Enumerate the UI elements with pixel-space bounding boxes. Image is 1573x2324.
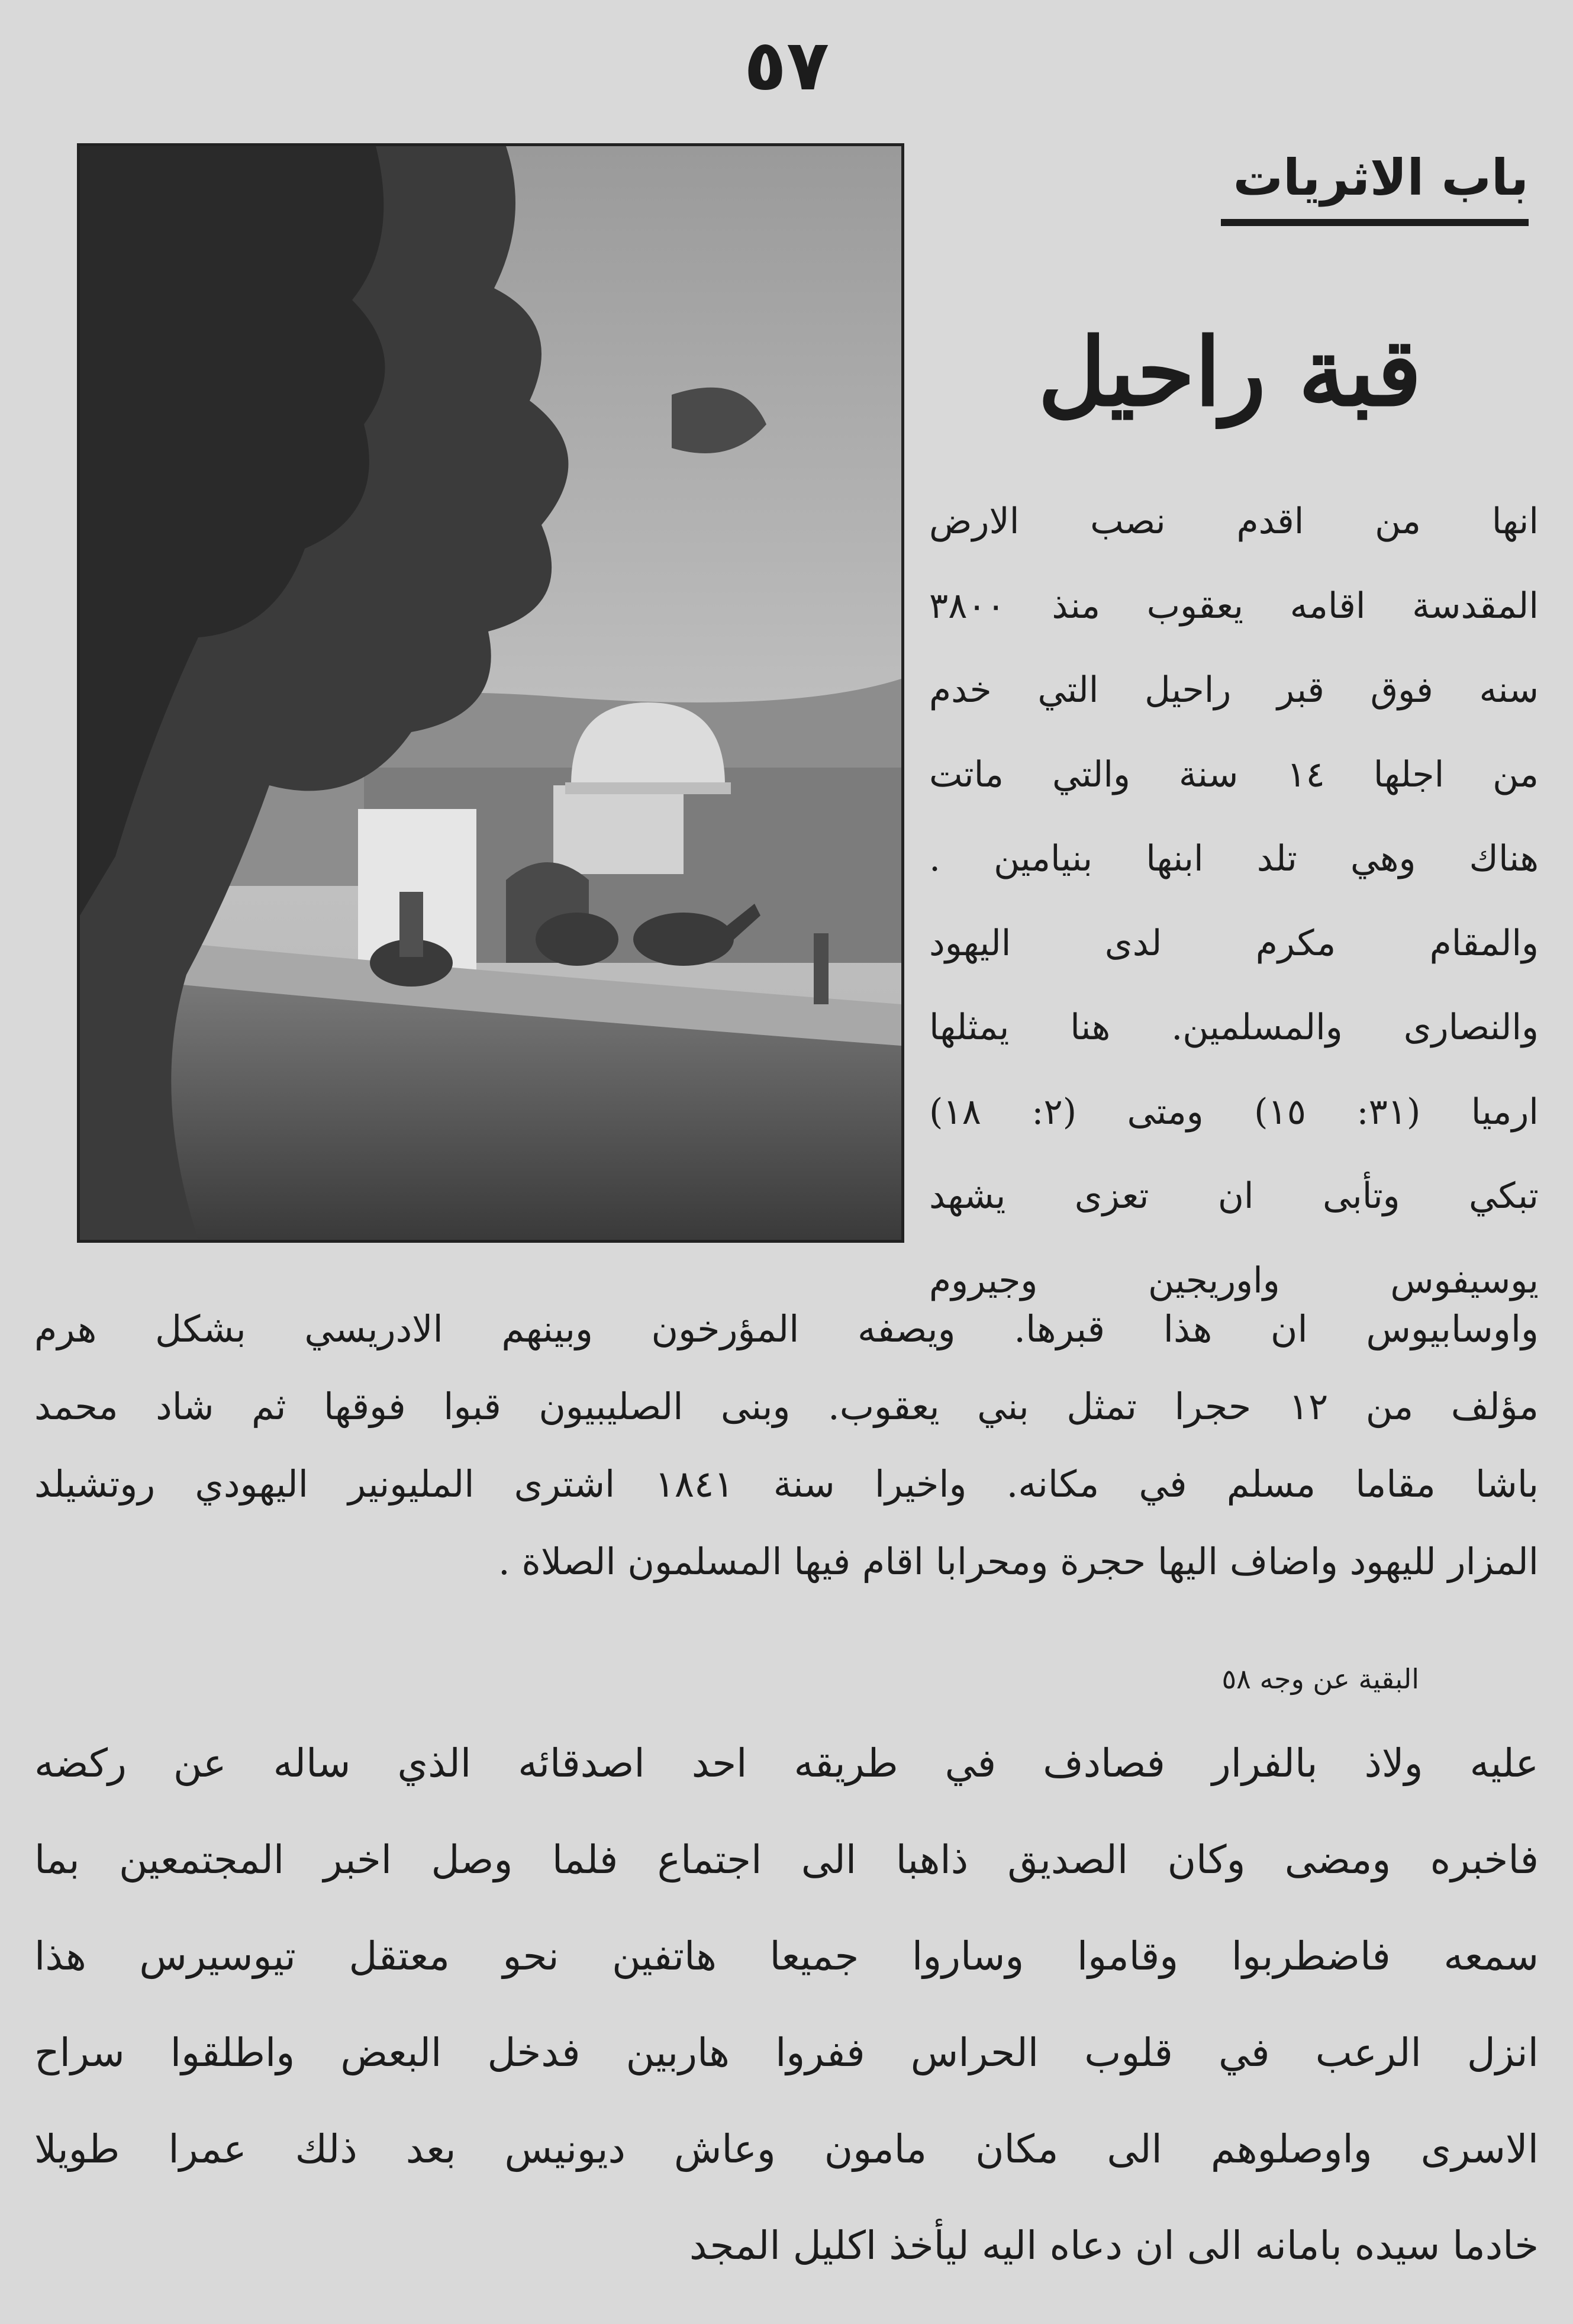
text-line: باشا مقاما مسلم في مكانه. واخيرا سنة ١٨٤١ اشترى المليونير اليهودي روتشيلد <box>34 1462 1539 1506</box>
article-photo <box>77 143 904 1243</box>
page-number: ٥٧ <box>743 24 830 106</box>
text-line: والمقام مكرم لدى اليهود <box>929 922 1539 964</box>
text-line: يوسيفوس واوريجين وجيروم <box>929 1259 1539 1301</box>
section-divider <box>1221 219 1529 226</box>
text-line: خادما سيده بامانه الى ان دعاه اليه ليأخذ اكليل المجد <box>689 2223 1539 2268</box>
article-body <box>34 1290 1539 1600</box>
text-line: المزار لليهود واضاف اليها حجرة ومحرابا اقام فيها المسلمون الصلاة . <box>498 1540 1539 1583</box>
text-line: سنه فوق قبر راحيل التي خدم <box>929 669 1539 711</box>
text-line: فاخبره ومضى وكان الصديق ذاهبا الى اجتماع فلما وصل اخبر المجتمعين بما <box>34 1837 1539 1883</box>
text-line: انزل الرعب في قلوب الحراس ففروا هاربين فدخل البعض واطلقوا سراح <box>34 2030 1539 2075</box>
text-line: الاسرى واوصلوهم الى مكان مامون وعاش ديونيس بعد ذلك عمرا طويلا <box>34 2126 1539 2172</box>
continued-story <box>34 1715 1539 2294</box>
text-line: عليه ولاذ بالفرار فصادف في طريقه احد اصدقائه الذي ساله عن ركضه <box>34 1740 1539 1786</box>
article-intro-column <box>929 479 1539 1323</box>
section-header: باب الاثريات <box>1233 149 1529 207</box>
text-line: واوسابيوس ان هذا قبرها. ويصفه المؤرخون وبينهم الادريسي بشكل هرم <box>34 1307 1539 1350</box>
rachel-tomb-photo-illustration <box>80 146 901 1240</box>
text-line: هناك وهي تلد ابنها بنيامين . <box>929 838 1539 879</box>
article-title: قبة راحيل <box>1037 318 1422 427</box>
text-line: انها من اقدم نصب الارض <box>929 501 1539 542</box>
text-line: تبكي وتأبى ان تعزى يشهد <box>929 1175 1539 1217</box>
continuation-note: البقية عن وجه ٥٨ <box>1221 1663 1419 1695</box>
text-line: والنصارى والمسلمين. هنا يمثلها <box>929 1007 1539 1048</box>
text-line: سمعه فاضطربوا وقاموا وساروا جميعا هاتفين نحو معتقل تيوسيرس هذا <box>34 1933 1539 1979</box>
text-line: مؤلف من ١٢ حجرا تمثل بني يعقوب. وبنى الصليبيون قبوا فوقها ثم شاد محمد <box>34 1385 1539 1428</box>
text-line: من اجلها ١٤ سنة والتي ماتت <box>929 753 1539 795</box>
text-line: المقدسة اقامه يعقوب منذ ٣٨٠٠ <box>929 585 1539 627</box>
text-line: ارميا (٣١: ١٥) ومتى (٢: ١٨) <box>929 1091 1539 1133</box>
